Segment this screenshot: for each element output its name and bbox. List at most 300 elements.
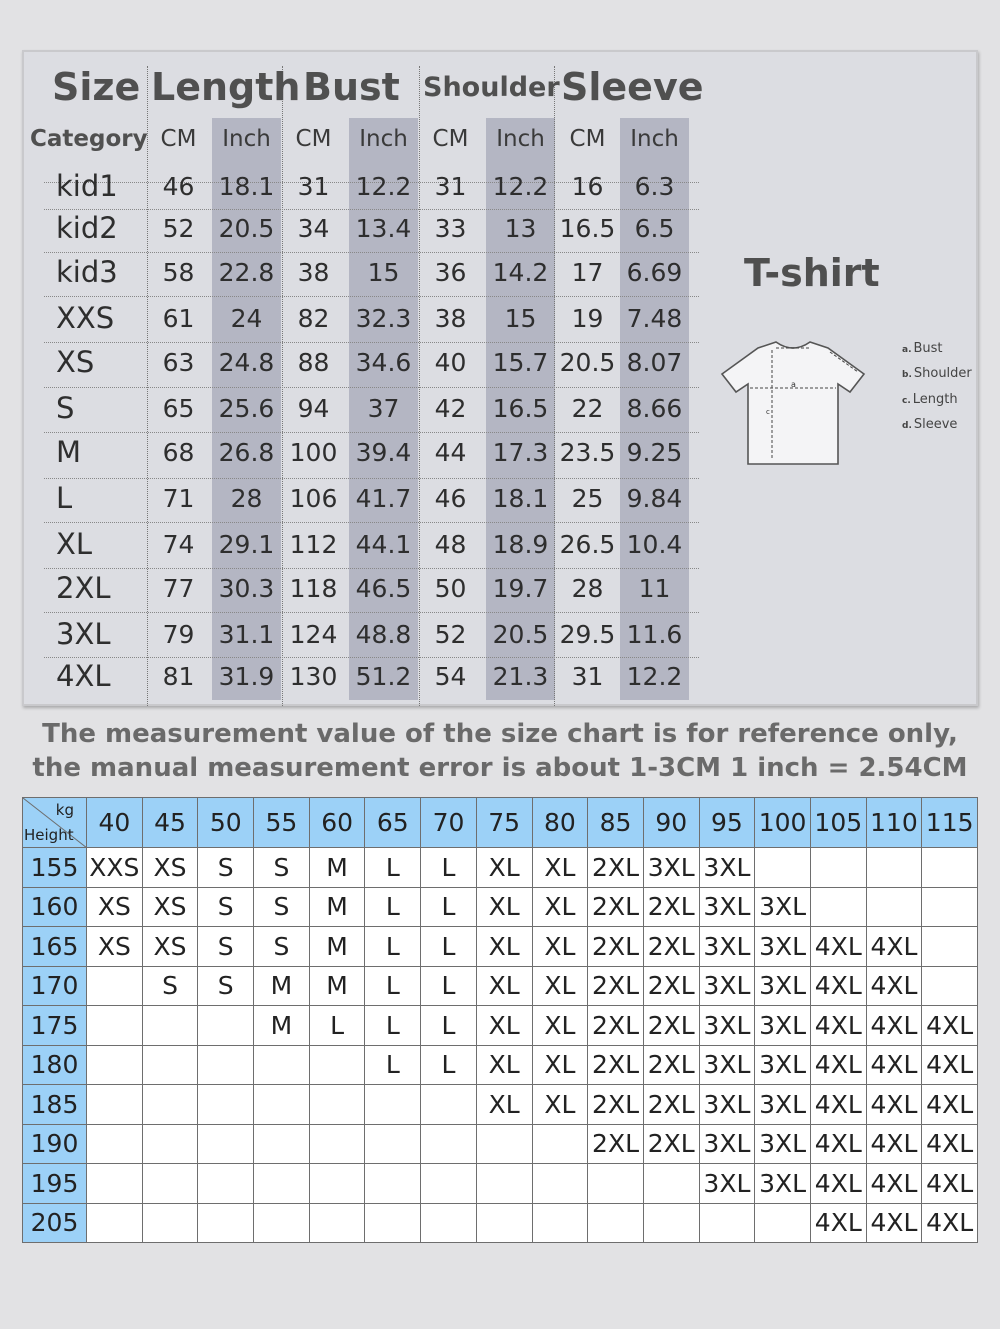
size-recommendation-cell: 3XL xyxy=(699,887,755,927)
size-recommendation-cell xyxy=(142,1124,198,1164)
size-recommendation-cell xyxy=(198,1045,254,1085)
size-recommendation-cell: 2XL xyxy=(643,1006,699,1046)
size-recommendation-cell: 2XL xyxy=(643,1045,699,1085)
measurement-cell: 19.7 xyxy=(492,574,549,603)
size-label: 4XL xyxy=(56,659,111,693)
size-recommendation-cell xyxy=(142,1164,198,1204)
table-row xyxy=(23,966,978,1006)
size-recommendation-cell: L xyxy=(365,1045,421,1085)
weight-header-cell: 115 xyxy=(922,798,978,848)
size-recommendation-cell: 4XL xyxy=(866,927,922,967)
height-cell: 195 xyxy=(23,1164,87,1204)
table-row xyxy=(23,927,978,967)
table-row xyxy=(23,1006,978,1046)
size-recommendation-cell: XL xyxy=(532,927,588,967)
legend-label: Length xyxy=(912,392,958,407)
size-recommendation-cell: 2XL xyxy=(643,966,699,1006)
diagram-letter-a: a xyxy=(791,380,796,389)
size-recommendation-cell xyxy=(421,1085,477,1125)
row-divider xyxy=(44,478,699,479)
size-recommendation-cell xyxy=(810,848,866,888)
size-recommendation-cell xyxy=(365,1124,421,1164)
size-recommendation-cell xyxy=(142,1203,198,1243)
size-recommendation-cell: 4XL xyxy=(810,966,866,1006)
measurement-cell: 8.66 xyxy=(626,394,683,423)
measurement-cell: 29.1 xyxy=(218,530,275,559)
measurement-cell: 19 xyxy=(571,304,604,333)
measurement-cell: 51.2 xyxy=(355,662,412,691)
legend-letter: d. xyxy=(902,421,912,431)
measurement-cell: 13.4 xyxy=(355,214,412,243)
height-cell: 205 xyxy=(23,1203,87,1243)
group-heading-shoulder: Shoulder xyxy=(423,72,560,103)
size-recommendation-cell xyxy=(198,1203,254,1243)
size-recommendation-cell: 3XL xyxy=(699,1045,755,1085)
size-recommendation-cell: 4XL xyxy=(922,1045,978,1085)
group-heading-bust: Bust xyxy=(303,65,400,109)
size-recommendation-cell: XL xyxy=(532,887,588,927)
measurement-cell: 32.3 xyxy=(355,304,412,333)
size-recommendation-cell: S xyxy=(254,848,310,888)
measurement-cell: 81 xyxy=(162,662,195,691)
measurement-cell: 15 xyxy=(367,258,400,287)
table-row xyxy=(23,1085,978,1125)
weight-header-cell: 70 xyxy=(421,798,477,848)
measurement-cell: 124 xyxy=(289,620,338,649)
measurement-cell: 20.5 xyxy=(492,620,549,649)
size-recommendation-cell xyxy=(532,1124,588,1164)
weight-header-cell: 105 xyxy=(810,798,866,848)
measurement-cell: 6.5 xyxy=(634,214,675,243)
category-label: Category xyxy=(30,126,148,152)
size-recommendation-cell: 3XL xyxy=(699,966,755,1006)
size-label: kid1 xyxy=(56,169,118,203)
size-recommendation-cell: 3XL xyxy=(755,1124,811,1164)
group-heading-size: Size xyxy=(52,65,141,109)
size-label: XS xyxy=(56,345,95,379)
measurement-cell: 24.8 xyxy=(218,348,275,377)
size-recommendation-cell: 2XL xyxy=(588,927,644,967)
column-divider xyxy=(419,66,420,706)
size-recommendation-cell: 2XL xyxy=(588,887,644,927)
weight-header-cell: 60 xyxy=(309,798,365,848)
size-recommendation-cell: XS xyxy=(142,927,198,967)
size-recommendation-cell: 4XL xyxy=(810,1164,866,1204)
size-recommendation-cell: 3XL xyxy=(755,927,811,967)
group-heading-sleeve: Sleeve xyxy=(561,65,704,109)
measurement-cell: 65 xyxy=(162,394,195,423)
measurement-cell: 20.5 xyxy=(559,348,616,377)
measurement-cell: 48 xyxy=(434,530,467,559)
size-recommendation-cell: M xyxy=(309,966,365,1006)
measurement-cell: 16.5 xyxy=(559,214,616,243)
size-recommendation-cell: 2XL xyxy=(588,1124,644,1164)
weight-header-cell: 85 xyxy=(588,798,644,848)
table-row xyxy=(23,887,978,927)
size-recommendation-cell: 4XL xyxy=(866,1164,922,1204)
measurement-cell: 46 xyxy=(162,172,195,201)
size-recommendation-cell xyxy=(476,1124,532,1164)
size-recommendation-cell: 3XL xyxy=(699,1006,755,1046)
weight-header-cell: 40 xyxy=(87,798,143,848)
size-recommendation-cell: 4XL xyxy=(810,1203,866,1243)
product-title: T-shirt xyxy=(744,251,880,295)
size-recommendation-cell xyxy=(643,1164,699,1204)
measurement-cell: 10.4 xyxy=(626,530,683,559)
size-recommendation-cell xyxy=(254,1124,310,1164)
height-cell: 165 xyxy=(23,927,87,967)
size-recommendation-cell xyxy=(532,1164,588,1204)
size-recommendation-cell xyxy=(198,1164,254,1204)
table-row xyxy=(23,1203,978,1243)
measurement-cell: 12.2 xyxy=(492,172,549,201)
size-recommendation-cell xyxy=(476,1164,532,1204)
size-recommendation-cell: 3XL xyxy=(699,1124,755,1164)
measurement-cell: 44 xyxy=(434,438,467,467)
measurement-cell: 7.48 xyxy=(626,304,683,333)
size-label: XXS xyxy=(56,301,115,335)
measurement-cell: 71 xyxy=(162,484,195,513)
measurement-cell: 18.1 xyxy=(218,172,275,201)
size-recommendation-cell: 3XL xyxy=(643,848,699,888)
size-recommendation-cell: XL xyxy=(532,1045,588,1085)
size-recommendation-cell xyxy=(922,927,978,967)
size-recommendation-cell xyxy=(87,966,143,1006)
height-cell: 160 xyxy=(23,887,87,927)
measurement-cell: 41.7 xyxy=(355,484,412,513)
weight-header-cell: 75 xyxy=(476,798,532,848)
group-heading-length: Length xyxy=(151,65,301,109)
measurement-cell: 112 xyxy=(289,530,338,559)
unit-header: Inch xyxy=(496,126,545,152)
size-recommendation-cell xyxy=(254,1203,310,1243)
size-recommendation-cell xyxy=(365,1085,421,1125)
size-recommendation-cell: XL xyxy=(532,1006,588,1046)
measurement-cell: 40 xyxy=(434,348,467,377)
height-cell: 190 xyxy=(23,1124,87,1164)
measurement-cell: 28 xyxy=(571,574,604,603)
size-recommendation-cell: XXS xyxy=(87,848,143,888)
size-recommendation-cell: L xyxy=(365,887,421,927)
height-cell: 180 xyxy=(23,1045,87,1085)
size-label: M xyxy=(56,435,82,469)
size-recommendation-cell: XS xyxy=(142,848,198,888)
measurement-cell: 31.1 xyxy=(218,620,275,649)
corner-height-label: Height xyxy=(24,826,74,844)
measurement-cell: 16.5 xyxy=(492,394,549,423)
measurement-cell: 29.5 xyxy=(559,620,616,649)
measurement-cell: 33 xyxy=(434,214,467,243)
measurement-cell: 9.84 xyxy=(626,484,683,513)
weight-header-cell: 45 xyxy=(142,798,198,848)
measurement-cell: 26.8 xyxy=(218,438,275,467)
measurement-cell: 50 xyxy=(434,574,467,603)
size-recommendation-cell: L xyxy=(421,1006,477,1046)
size-recommendation-cell xyxy=(198,1124,254,1164)
size-label: kid3 xyxy=(56,255,118,289)
size-recommendation-cell xyxy=(810,887,866,927)
size-recommendation-cell: S xyxy=(198,927,254,967)
size-recommendation-cell: 2XL xyxy=(588,966,644,1006)
size-recommendation-cell: XL xyxy=(476,1085,532,1125)
size-recommendation-cell xyxy=(87,1203,143,1243)
measurement-cell: 11.6 xyxy=(626,620,683,649)
weight-header-cell: 100 xyxy=(755,798,811,848)
size-recommendation-cell: 3XL xyxy=(699,848,755,888)
size-recommendation-cell: 4XL xyxy=(922,1164,978,1204)
size-recommendation-cell xyxy=(198,1085,254,1125)
weight-header-cell: 50 xyxy=(198,798,254,848)
measurement-cell: 22 xyxy=(571,394,604,423)
measurement-cell: 17.3 xyxy=(492,438,549,467)
measurement-cell: 46 xyxy=(434,484,467,513)
size-recommendation-cell xyxy=(866,887,922,927)
size-recommendation-cell: M xyxy=(309,927,365,967)
weight-header-row xyxy=(23,798,978,848)
measurement-cell: 118 xyxy=(289,574,338,603)
measurement-cell: 63 xyxy=(162,348,195,377)
measurement-cell: 17 xyxy=(571,258,604,287)
size-recommendation-cell: 2XL xyxy=(588,1085,644,1125)
tshirt-diagram-icon xyxy=(718,330,888,470)
measurement-cell: 9.25 xyxy=(626,438,683,467)
legend-bust xyxy=(902,342,943,355)
size-recommendation-cell: XL xyxy=(476,848,532,888)
size-recommendation-cell: 4XL xyxy=(922,1006,978,1046)
size-recommendation-cell: S xyxy=(254,887,310,927)
measurement-cell: 6.69 xyxy=(626,258,683,287)
legend-letter: b. xyxy=(902,370,912,380)
size-recommendation-cell: XL xyxy=(532,848,588,888)
legend-letter: c. xyxy=(902,396,911,406)
size-recommendation-cell xyxy=(309,1203,365,1243)
column-divider xyxy=(282,66,283,706)
measurement-cell: 39.4 xyxy=(355,438,412,467)
legend-length xyxy=(902,393,958,406)
size-recommendation-cell xyxy=(922,887,978,927)
measurement-cell: 31.9 xyxy=(218,662,275,691)
measurement-note-line2: the manual measurement error is about 1-3CM 1 inch = 2.54CM xyxy=(32,753,968,783)
measurement-cell: 14.2 xyxy=(492,258,549,287)
measurement-cell: 44.1 xyxy=(355,530,412,559)
size-recommendation-cell: XL xyxy=(476,1006,532,1046)
size-recommendation-cell xyxy=(421,1124,477,1164)
legend-label: Bust xyxy=(913,341,943,356)
size-recommendation-cell xyxy=(87,1164,143,1204)
measurement-cell: 36 xyxy=(434,258,467,287)
size-recommendation-cell: M xyxy=(254,1006,310,1046)
measurement-cell: 48.8 xyxy=(355,620,412,649)
size-recommendation-cell: L xyxy=(421,1045,477,1085)
size-recommendation-cell: 4XL xyxy=(866,1085,922,1125)
size-recommendation-cell: 4XL xyxy=(866,966,922,1006)
size-recommendation-cell: S xyxy=(198,966,254,1006)
weight-height-table xyxy=(22,797,978,1243)
size-recommendation-cell: 4XL xyxy=(810,1045,866,1085)
size-recommendation-cell: 3XL xyxy=(699,927,755,967)
size-recommendation-cell: 2XL xyxy=(643,1124,699,1164)
size-recommendation-cell xyxy=(254,1164,310,1204)
size-recommendation-cell: 4XL xyxy=(922,1124,978,1164)
size-recommendation-cell xyxy=(421,1164,477,1204)
size-recommendation-cell: XL xyxy=(476,1045,532,1085)
table-row xyxy=(23,848,978,888)
measurement-cell: 28 xyxy=(230,484,263,513)
size-recommendation-cell: L xyxy=(309,1006,365,1046)
measurement-cell: 15.7 xyxy=(492,348,549,377)
measurement-cell: 130 xyxy=(289,662,338,691)
height-cell: 170 xyxy=(23,966,87,1006)
size-recommendation-cell: 4XL xyxy=(866,1045,922,1085)
weight-header-cell: 65 xyxy=(365,798,421,848)
size-recommendation-cell: S xyxy=(142,966,198,1006)
size-recommendation-cell: XL xyxy=(476,927,532,967)
size-recommendation-cell: 2XL xyxy=(643,887,699,927)
table-corner-cell xyxy=(23,798,87,848)
measurement-cell: 11 xyxy=(638,574,671,603)
size-recommendation-cell: L xyxy=(365,1006,421,1046)
size-recommendation-cell: 2XL xyxy=(643,1085,699,1125)
row-divider xyxy=(44,342,699,343)
row-divider xyxy=(44,522,699,523)
legend-shoulder xyxy=(902,367,972,380)
row-divider xyxy=(44,209,699,210)
size-recommendation-cell xyxy=(254,1045,310,1085)
size-recommendation-cell: 2XL xyxy=(643,927,699,967)
measurement-cell: 58 xyxy=(162,258,195,287)
size-recommendation-cell xyxy=(142,1045,198,1085)
measurement-cell: 79 xyxy=(162,620,195,649)
size-recommendation-cell: 4XL xyxy=(810,1085,866,1125)
size-recommendation-cell: 3XL xyxy=(755,966,811,1006)
size-recommendation-cell: 3XL xyxy=(755,1085,811,1125)
measurement-cell: 74 xyxy=(162,530,195,559)
size-recommendation-cell xyxy=(866,848,922,888)
unit-header: Inch xyxy=(359,126,408,152)
size-recommendation-cell: 4XL xyxy=(866,1006,922,1046)
size-recommendation-cell: XL xyxy=(532,966,588,1006)
row-divider xyxy=(44,432,699,433)
measurement-cell: 31 xyxy=(571,662,604,691)
size-recommendation-cell: M xyxy=(309,848,365,888)
size-recommendation-cell: M xyxy=(254,966,310,1006)
size-recommendation-cell: 3XL xyxy=(755,887,811,927)
size-recommendation-cell: L xyxy=(421,848,477,888)
measurement-cell: 106 xyxy=(289,484,338,513)
size-recommendation-cell: L xyxy=(365,966,421,1006)
height-cell: 185 xyxy=(23,1085,87,1125)
legend-label: Shoulder xyxy=(913,366,972,381)
size-recommendation-cell: S xyxy=(254,927,310,967)
unit-header: CM xyxy=(160,126,197,152)
height-cell: 175 xyxy=(23,1006,87,1046)
measurement-cell: 30.3 xyxy=(218,574,275,603)
size-recommendation-cell xyxy=(142,1006,198,1046)
measurement-cell: 12.2 xyxy=(626,662,683,691)
measurement-cell: 34 xyxy=(297,214,330,243)
size-chart-card xyxy=(22,50,978,706)
unit-header: Inch xyxy=(222,126,271,152)
row-divider xyxy=(44,612,699,613)
measurement-cell: 18.9 xyxy=(492,530,549,559)
size-label: XL xyxy=(56,527,93,561)
size-recommendation-cell: XS xyxy=(87,887,143,927)
measurement-cell: 88 xyxy=(297,348,330,377)
size-recommendation-cell: XS xyxy=(87,927,143,967)
size-recommendation-cell xyxy=(254,1085,310,1125)
weight-header-cell: 55 xyxy=(254,798,310,848)
corner-kg-label: kg xyxy=(55,801,74,819)
column-divider xyxy=(554,66,555,706)
measurement-cell: 21.3 xyxy=(492,662,549,691)
measurement-cell: 8.07 xyxy=(626,348,683,377)
measurement-cell: 61 xyxy=(162,304,195,333)
size-recommendation-cell xyxy=(142,1085,198,1125)
size-recommendation-cell: 4XL xyxy=(866,1124,922,1164)
size-recommendation-cell: S xyxy=(198,848,254,888)
measurement-cell: 25.6 xyxy=(218,394,275,423)
size-recommendation-cell: L xyxy=(421,927,477,967)
size-recommendation-cell xyxy=(365,1164,421,1204)
diagram-letter-c: c xyxy=(766,408,770,416)
measurement-cell: 77 xyxy=(162,574,195,603)
measurement-cell: 37 xyxy=(367,394,400,423)
measurement-cell: 20.5 xyxy=(218,214,275,243)
measurement-cell: 52 xyxy=(162,214,195,243)
size-recommendation-cell: L xyxy=(365,848,421,888)
measurement-cell: 13 xyxy=(504,214,537,243)
measurement-cell: 42 xyxy=(434,394,467,423)
size-recommendation-cell: 4XL xyxy=(922,1085,978,1125)
size-recommendation-cell xyxy=(532,1203,588,1243)
unit-header: CM xyxy=(432,126,469,152)
size-recommendation-cell: 3XL xyxy=(755,1164,811,1204)
size-recommendation-cell: 2XL xyxy=(588,1006,644,1046)
size-recommendation-cell xyxy=(421,1203,477,1243)
size-recommendation-cell xyxy=(588,1203,644,1243)
size-recommendation-cell xyxy=(198,1006,254,1046)
size-recommendation-cell: XL xyxy=(476,966,532,1006)
size-recommendation-cell xyxy=(309,1164,365,1204)
size-label: kid2 xyxy=(56,211,118,245)
measurement-cell: 22.8 xyxy=(218,258,275,287)
measurement-cell: 25 xyxy=(571,484,604,513)
size-recommendation-cell: 2XL xyxy=(588,1045,644,1085)
row-divider xyxy=(44,252,699,253)
measurement-cell: 23.5 xyxy=(559,438,616,467)
measurement-cell: 46.5 xyxy=(355,574,412,603)
measurement-cell: 24 xyxy=(230,304,263,333)
measurement-cell: 94 xyxy=(297,394,330,423)
unit-header: CM xyxy=(295,126,332,152)
legend-letter: a. xyxy=(902,345,912,355)
height-cell: 155 xyxy=(23,848,87,888)
size-recommendation-cell xyxy=(87,1045,143,1085)
size-recommendation-cell: 4XL xyxy=(810,927,866,967)
table-row xyxy=(23,1164,978,1204)
measurement-cell: 54 xyxy=(434,662,467,691)
size-recommendation-cell: L xyxy=(421,966,477,1006)
size-recommendation-cell: XL xyxy=(476,887,532,927)
measurement-cell: 52 xyxy=(434,620,467,649)
weight-header-cell: 110 xyxy=(866,798,922,848)
size-recommendation-cell: XL xyxy=(532,1085,588,1125)
unit-header: CM xyxy=(569,126,606,152)
measurement-cell: 100 xyxy=(289,438,338,467)
measurement-cell: 34.6 xyxy=(355,348,412,377)
measurement-cell: 15 xyxy=(504,304,537,333)
measurement-cell: 38 xyxy=(434,304,467,333)
